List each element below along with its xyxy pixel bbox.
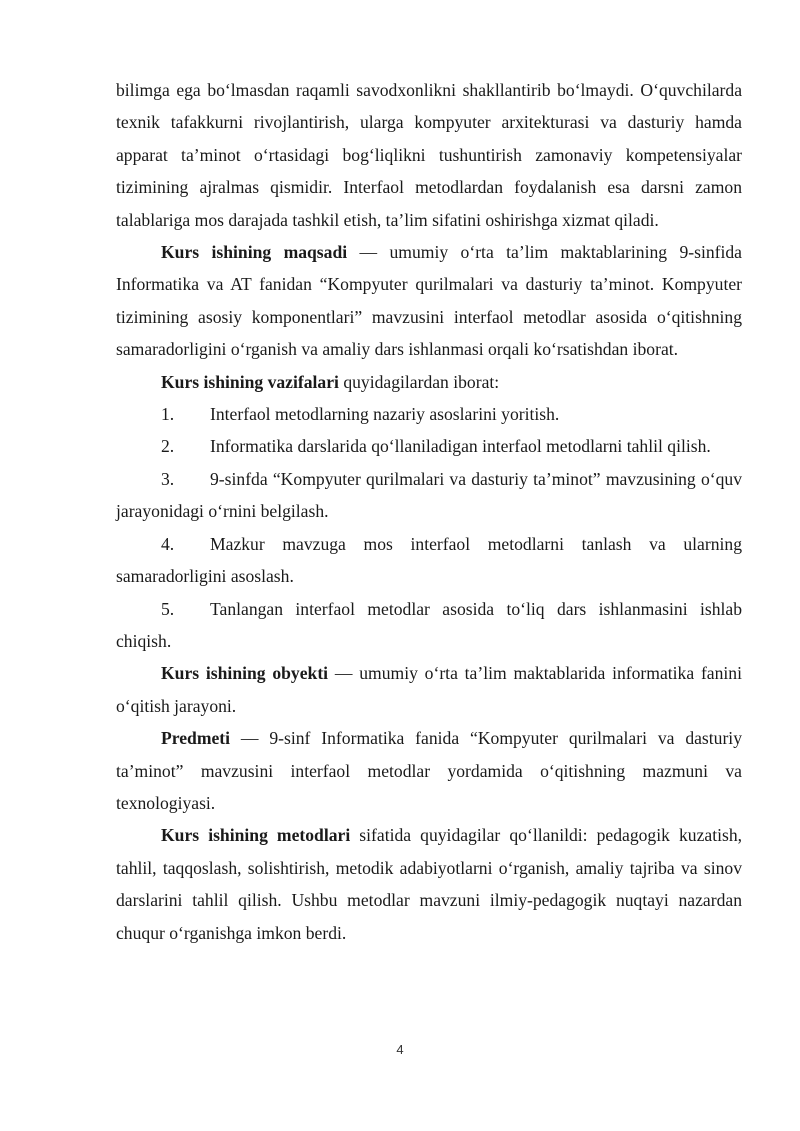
task-item-3 <box>116 463 742 528</box>
task-text: Mazkur mavzuga mos interfaol metodlarni tanlash va ularning samaradorligini asoslash. <box>116 533 742 587</box>
tasks-heading: Kurs ishining vazifalari <box>161 371 339 392</box>
task-number: 5. <box>161 598 175 619</box>
intro-paragraph: bilimga ega bo‘lmasdan raqamli savodxonlikni shakllantirib bo‘lmaydi. O‘quvchilarda texnik tafakkurni rivojlantirish, ularga kompyuter arxitekturasi va dasturiy hamda apparat ta’minot o‘rtasidagi bog‘liqlikni tushuntirish zamonaviy kompetensiyalar tizimining ajralmas qismidir. Interfaol metodlardan foydalanish esa darsni zamon talablariga mos darajada tashkil etish, ta’lim sifatini oshirishga xizmat qiladi. <box>116 80 742 230</box>
task-item-5 <box>116 593 742 658</box>
tasks-intro-paragraph <box>116 366 742 398</box>
object-heading: Kurs ishining obyekti <box>161 663 329 684</box>
tasks-intro-text: quyidagilardan iborat: <box>338 371 500 392</box>
task-text: 9-sinfda “Kompyuter qurilmalari va dasturiy ta’minot” mavzusining o‘quv jarayonidagi o‘rnini belgilash. <box>116 468 742 522</box>
task-item-1 <box>116 398 742 430</box>
task-text: Tanlangan interfaol metodlar asosida to‘liq dars ishlanmasini ishlab chiqish. <box>116 598 742 651</box>
object-paragraph <box>116 657 742 722</box>
task-text: Informatika darslarida qo‘llaniladigan interfaol metodlarni tahlil qilish. <box>210 436 711 457</box>
subject-paragraph <box>116 722 742 819</box>
goal-paragraph <box>116 236 742 366</box>
document-page <box>116 74 742 949</box>
task-text: Interfaol metodlarning nazariy asoslarini yoritish. <box>210 404 560 425</box>
task-item-2 <box>116 430 742 462</box>
task-number: 4. <box>161 533 175 554</box>
goal-heading: Kurs ishining maqsadi <box>161 242 348 263</box>
page-number: 4 <box>396 1042 404 1057</box>
task-item-4 <box>116 528 742 593</box>
task-number: 3. <box>161 468 175 489</box>
goal-text: — umumiy o‘rta ta’lim maktablarining 9-sinfida Informatika va AT fanidan “Kompyuter qurilmalari va dasturiy ta’minot. Kompyuter tizimining asosiy komponentlari” mavzusini interfaol metodlar asosida o‘qitishning samaradorligini o‘rganish va amaliy dars ishlanmasi orqali ko‘rsatishdan iborat. <box>116 242 742 360</box>
task-number: 2. <box>161 436 175 457</box>
object-text: — umumiy o‘rta ta’lim maktablarida informatika fanini o‘qitish jarayoni. <box>116 663 742 716</box>
methods-paragraph <box>116 819 742 949</box>
task-number: 1. <box>161 404 175 425</box>
subject-text: — 9-sinf Informatika fanida “Kompyuter qurilmalari va dasturiy ta’minot” mavzusini interfaol metodlar yordamida o‘qitishning mazmuni va texnologiyasi. <box>116 728 742 813</box>
methods-text: sifatida quyidagilar qo‘llanildi: pedagogik kuzatish, tahlil, taqqoslash, solishtirish, metodik adabiyotlarni o‘rganish, amaliy tajriba va sinov darslarini tahlil qilish. Ushbu metodlar mavzuni ilmiy-pedagogik nuqtayi nazardan chuqur o‘rganishga imkon berdi. <box>116 825 743 943</box>
subject-heading: Predmeti <box>161 728 231 749</box>
methods-heading: Kurs ishining metodlari <box>161 825 351 846</box>
